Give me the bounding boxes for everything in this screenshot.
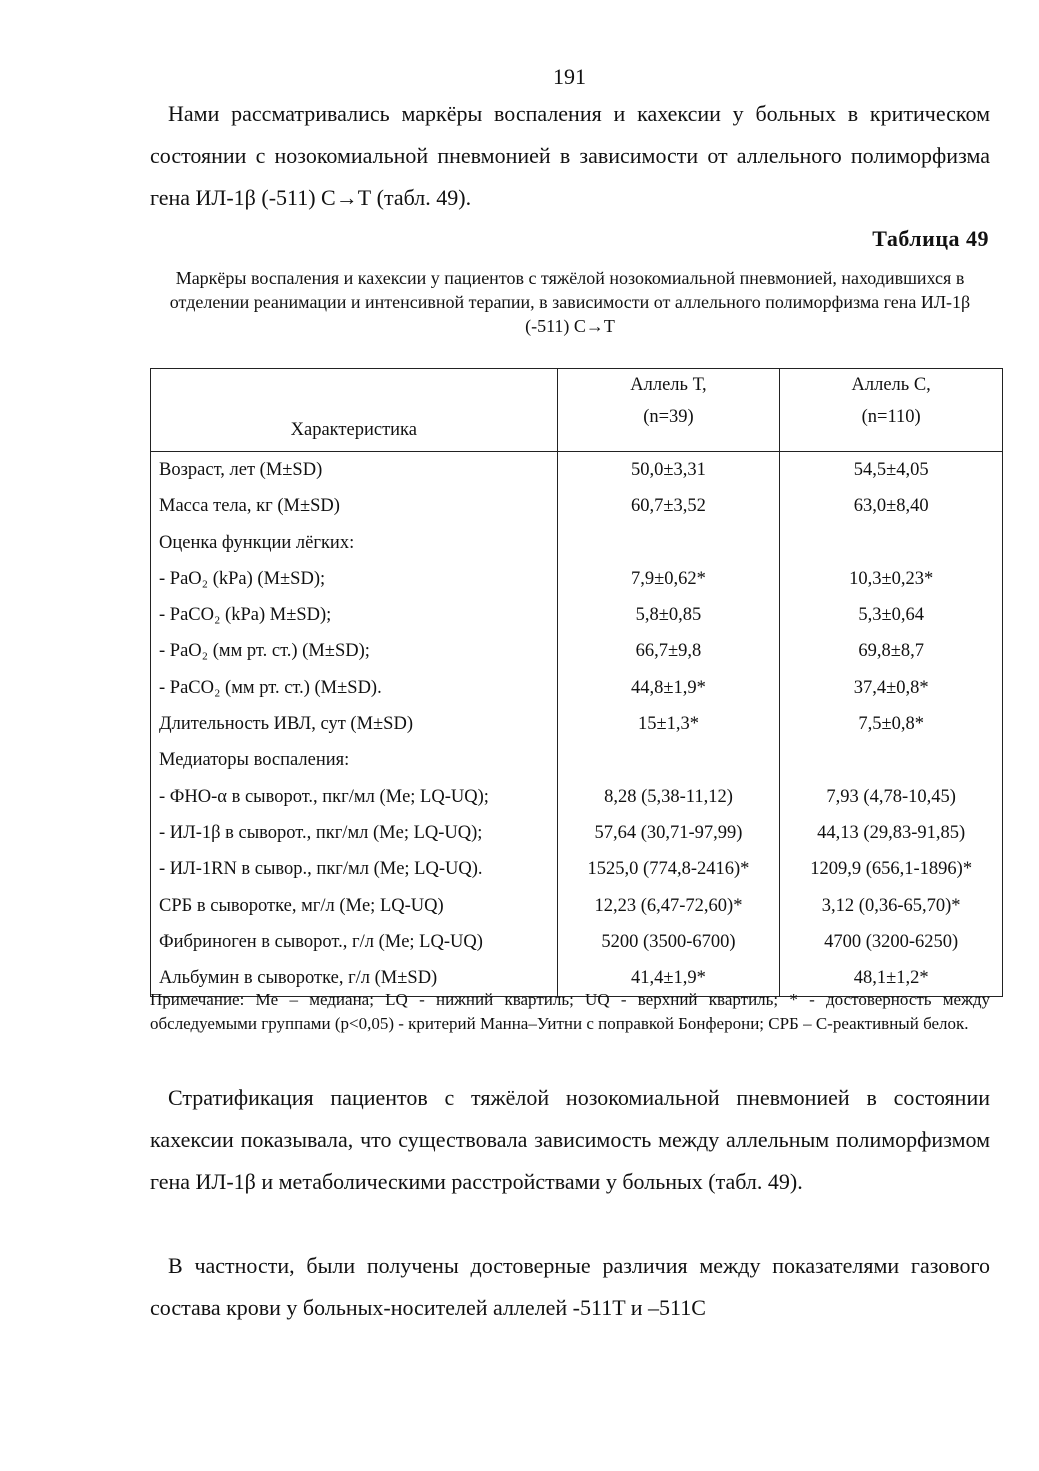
cell-allele-c: 7,93 (4,78-10,45) <box>780 779 1003 815</box>
table-row <box>151 561 1003 597</box>
cell-allele-t: 57,64 (30,71-97,99) <box>557 815 780 851</box>
header-allele-t-count: (n=39) <box>643 407 694 427</box>
cell-allele-t <box>557 525 780 561</box>
cell-allele-t: 44,8±1,9* <box>557 670 780 706</box>
cell-allele-c: 10,3±0,23* <box>780 561 1003 597</box>
cell-characteristic: - PaO₂ (kPa) (M±SD); <box>151 561 558 597</box>
page-number: 191 <box>553 64 586 89</box>
cell-allele-t: 5,8±0,85 <box>557 597 780 633</box>
header-allele-t <box>557 369 780 452</box>
header-allele-c-count: (n=110) <box>861 407 921 427</box>
cell-characteristic: - ИЛ-1β в сыворот., пкг/мл (Me; LQ-UQ); <box>151 815 558 851</box>
cell-allele-c: 69,8±8,7 <box>780 633 1003 669</box>
cell-allele-c: 7,5±0,8* <box>780 706 1003 742</box>
cell-allele-t: 12,23 (6,47-72,60)* <box>557 888 780 924</box>
table-row <box>151 633 1003 669</box>
cell-characteristic: - ИЛ-1RN в сывор., пкг/мл (Me; LQ-UQ). <box>151 851 558 887</box>
cell-allele-t: 66,7±9,8 <box>557 633 780 669</box>
header-characteristic: Характеристика <box>151 369 558 452</box>
cell-allele-c: 63,0±8,40 <box>780 488 1003 524</box>
table-row <box>151 742 1003 778</box>
cell-characteristic: - PaCO₂ (мм рт. ст.) (M±SD). <box>151 670 558 706</box>
cell-allele-c: 5,3±0,64 <box>780 597 1003 633</box>
data-table <box>150 368 1003 997</box>
cell-allele-c: 54,5±4,05 <box>780 452 1003 489</box>
cell-allele-c: 4700 (3200-6250) <box>780 924 1003 960</box>
table-row <box>151 815 1003 851</box>
table-caption: Маркёры воспаления и кахексии у пациентов с тяжёлой нозокомиальной пневмонией, находившихся в отделении реанимации и интенсивной терапии, в зависимости от аллельного полиморфизма гена ИЛ-1β (-511) С→Т <box>169 268 971 336</box>
intro-paragraph: Нами рассматривались маркёры воспаления и кахексии у больных в критическом состоянии с нозокомиальной пневмонией в зависимости от аллельного полиморфизма гена ИЛ-1β (-511) С→Т (табл. 49). <box>150 101 990 210</box>
cell-allele-c: 3,12 (0,36-65,70)* <box>780 888 1003 924</box>
table-row <box>151 851 1003 887</box>
paragraph-2: Стратификация пациентов с тяжёлой нозокомиальной пневмонией в состоянии кахексии показывала, что существовала зависимость между аллельным полиморфизмом гена ИЛ-1β и метаболическими расстройствами у больных (табл. 49). <box>150 1085 990 1194</box>
cell-allele-c <box>780 525 1003 561</box>
cell-characteristic: Альбумин в сыворотке, г/л (M±SD) <box>151 960 558 997</box>
table-row <box>151 924 1003 960</box>
cell-characteristic: - ФНО-α в сыворот., пкг/мл (Me; LQ-UQ); <box>151 779 558 815</box>
table-row <box>151 488 1003 524</box>
cell-characteristic: Медиаторы воспаления: <box>151 742 558 778</box>
table-row <box>151 452 1003 489</box>
table-body <box>151 452 1003 997</box>
header-allele-c-label: Аллель С, <box>851 375 931 395</box>
cell-characteristic: - PaCO₂ (kPa) M±SD); <box>151 597 558 633</box>
paragraph-3: В частности, были получены достоверные различия между показателями газового состава крови у больных-носителей аллелей -511T и –511C <box>150 1253 990 1320</box>
cell-allele-c <box>780 742 1003 778</box>
cell-allele-t <box>557 742 780 778</box>
cell-allele-t: 8,28 (5,38-11,12) <box>557 779 780 815</box>
table-row <box>151 670 1003 706</box>
cell-allele-c: 44,13 (29,83-91,85) <box>780 815 1003 851</box>
cell-characteristic: Оценка функции лёгких: <box>151 525 558 561</box>
cell-characteristic: Возраст, лет (M±SD) <box>151 452 558 489</box>
cell-characteristic: - PaO₂ (мм рт. ст.) (M±SD); <box>151 633 558 669</box>
cell-allele-c: 37,4±0,8* <box>780 670 1003 706</box>
cell-allele-t: 15±1,3* <box>557 706 780 742</box>
table-row <box>151 888 1003 924</box>
cell-allele-t: 5200 (3500-6700) <box>557 924 780 960</box>
table-header-row <box>151 369 1003 452</box>
table-row <box>151 597 1003 633</box>
cell-allele-c: 1209,9 (656,1-1896)* <box>780 851 1003 887</box>
cell-allele-t: 50,0±3,31 <box>557 452 780 489</box>
table-row <box>151 525 1003 561</box>
cell-characteristic: СРБ в сыворотке, мг/л (Me; LQ-UQ) <box>151 888 558 924</box>
cell-allele-t: 1525,0 (774,8-2416)* <box>557 851 780 887</box>
cell-characteristic: Фибриноген в сыворот., г/л (Me; LQ-UQ) <box>151 924 558 960</box>
header-allele-t-label: Аллель Т, <box>630 375 707 395</box>
cell-allele-t: 7,9±0,62* <box>557 561 780 597</box>
cell-allele-t: 41,4±1,9* <box>557 960 780 997</box>
cell-allele-t: 60,7±3,52 <box>557 488 780 524</box>
table-note: Примечание: Me – медиана; LQ - нижний квартиль; UQ - верхний квартиль; * - достоверность между обследуемыми группами (p<0,05) - критерий Манна–Уитни с поправкой Бонферони; СРБ – С-реактивный белок. <box>150 990 990 1033</box>
cell-characteristic: Длительность ИВЛ, сут (M±SD) <box>151 706 558 742</box>
table-row <box>151 706 1003 742</box>
cell-characteristic: Масса тела, кг (M±SD) <box>151 488 558 524</box>
cell-allele-c: 48,1±1,2* <box>780 960 1003 997</box>
table-label: Таблица 49 <box>872 226 989 251</box>
table-row <box>151 779 1003 815</box>
header-allele-c <box>780 369 1003 452</box>
